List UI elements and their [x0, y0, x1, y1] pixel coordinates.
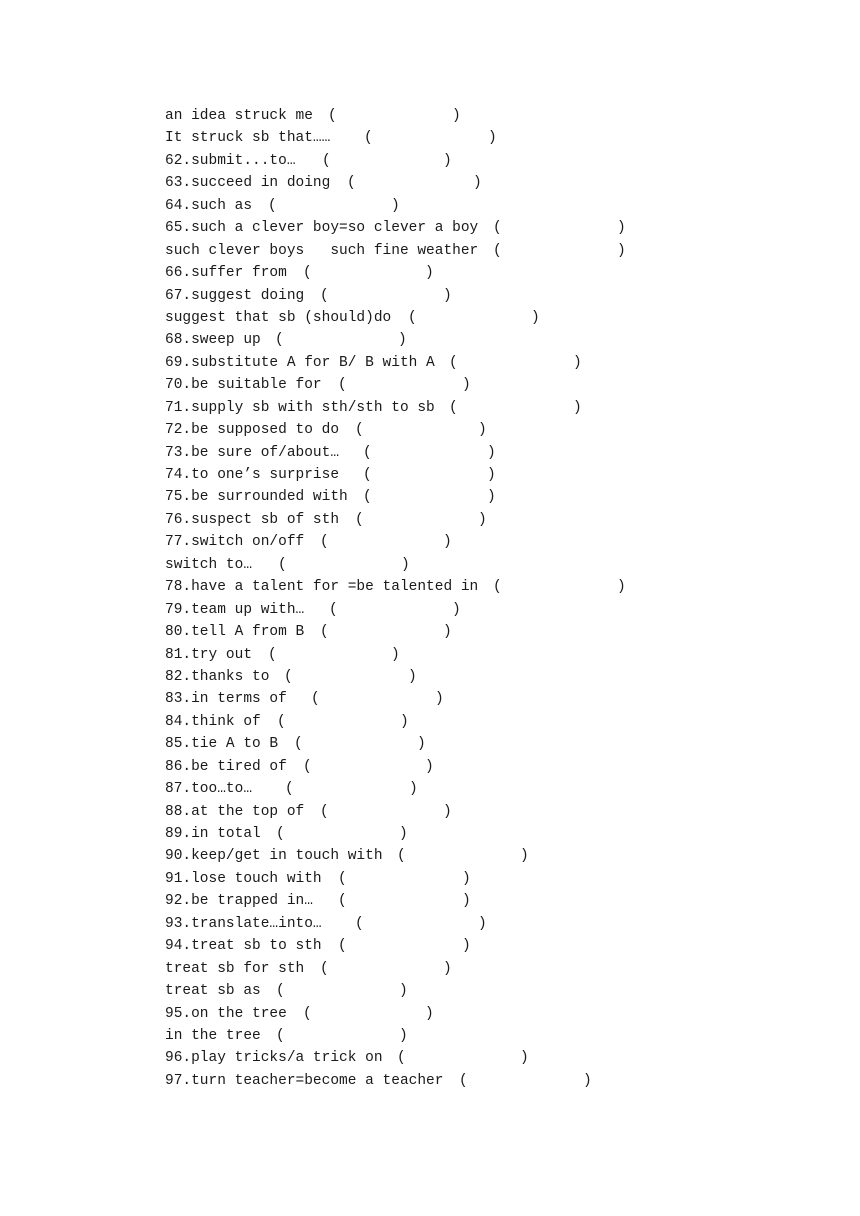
- entry-phrase: such as: [191, 197, 253, 214]
- phrase-entry: [165, 733, 845, 755]
- entry-number: 74.: [165, 467, 192, 483]
- entry-number: 96.: [165, 1050, 192, 1067]
- answer-blank-close-paren: ): [617, 242, 626, 259]
- answer-blank-close-paren: ): [462, 938, 471, 955]
- answer-blank-close-paren: ): [425, 758, 434, 775]
- answer-blank-close-paren: ): [462, 893, 471, 910]
- phrase-entry: [165, 307, 845, 329]
- entry-phrase: tell A from B: [191, 624, 305, 641]
- phrase-entry: [165, 554, 845, 576]
- answer-blank-open-paren: (: [363, 467, 372, 483]
- phrase-entry: [165, 868, 845, 890]
- entry-phrase: treat sb to sth: [191, 938, 322, 955]
- answer-blank-open-paren: (: [338, 870, 347, 887]
- entry-number: 65.: [165, 220, 192, 237]
- entry-number: 66.: [165, 265, 192, 282]
- entry-phrase: be sure of/about…: [191, 444, 340, 461]
- answer-blank-close-paren: ): [478, 511, 487, 528]
- entry-number: 87.: [165, 781, 192, 798]
- entry-number: 68.: [165, 332, 192, 349]
- answer-blank-close-paren: ): [425, 1005, 434, 1022]
- phrase-entry: [165, 1047, 845, 1069]
- entry-number: 77.: [165, 534, 192, 551]
- answer-blank-open-paren: (: [276, 1027, 285, 1044]
- answer-blank-close-paren: ): [462, 377, 471, 394]
- entry-number: 75.: [165, 489, 192, 506]
- entry-number: 67.: [165, 287, 192, 304]
- phrase-entry: [165, 464, 845, 486]
- answer-blank-open-paren: (: [268, 646, 277, 663]
- answer-blank-close-paren: ): [573, 399, 582, 416]
- phrase-entry: [165, 172, 845, 194]
- answer-blank-close-paren: ): [409, 781, 418, 798]
- entry-phrase: It struck sb that……: [165, 130, 331, 147]
- entry-number: 97.: [165, 1072, 192, 1089]
- entry-phrase: to one’s surprise: [191, 467, 340, 483]
- answer-blank-close-paren: ): [520, 848, 529, 865]
- entry-phrase: on the tree: [191, 1005, 287, 1022]
- answer-blank-open-paren: (: [294, 736, 303, 753]
- answer-blank-close-paren: ): [583, 1072, 592, 1089]
- phrase-entry: [165, 531, 845, 553]
- answer-blank-close-paren: ): [391, 646, 400, 663]
- entry-phrase: such clever boys such fine weather: [165, 242, 479, 259]
- entry-phrase: submit...to…: [191, 152, 296, 169]
- phrase-entry: [165, 1025, 845, 1047]
- answer-blank-open-paren: (: [303, 1005, 312, 1022]
- entry-phrase: keep/get in touch with: [191, 848, 383, 865]
- entry-phrase: be supposed to do: [191, 422, 340, 439]
- entry-number: 80.: [165, 624, 192, 641]
- answer-blank-open-paren: (: [338, 893, 347, 910]
- phrase-entry: [165, 262, 845, 284]
- entry-phrase: in the tree: [165, 1027, 261, 1044]
- answer-blank-close-paren: ): [487, 489, 496, 506]
- answer-blank-close-paren: ): [443, 287, 452, 304]
- entry-phrase: thanks to: [191, 668, 270, 685]
- answer-blank-close-paren: ): [443, 152, 452, 169]
- entry-number: 83.: [165, 691, 192, 708]
- entry-phrase: suffer from: [191, 265, 287, 282]
- answer-blank-open-paren: (: [449, 399, 458, 416]
- phrase-entry: [165, 442, 845, 464]
- entry-number: 76.: [165, 511, 192, 528]
- entry-phrase: succeed in doing: [191, 175, 331, 192]
- phrase-entry: [165, 374, 845, 396]
- answer-blank-open-paren: (: [364, 130, 373, 147]
- answer-blank-close-paren: ): [400, 713, 409, 730]
- entry-number: 89.: [165, 826, 192, 842]
- answer-blank-open-paren: (: [320, 534, 329, 551]
- answer-blank-close-paren: ): [462, 870, 471, 887]
- entry-phrase: supply sb with sth/sth to sb: [191, 399, 435, 416]
- entry-number: 71.: [165, 399, 192, 416]
- phrase-entry: [165, 240, 845, 262]
- answer-blank-open-paren: (: [355, 915, 364, 932]
- phrase-entry: [165, 509, 845, 531]
- entry-number: 94.: [165, 938, 192, 955]
- entry-phrase: have a talent for =be talented in: [191, 579, 479, 596]
- answer-blank-open-paren: (: [459, 1072, 468, 1089]
- answer-blank-open-paren: (: [275, 332, 284, 349]
- entry-phrase: such a clever boy=so clever a boy: [191, 220, 479, 237]
- answer-blank-open-paren: (: [329, 601, 338, 618]
- answer-blank-open-paren: (: [397, 1050, 406, 1067]
- answer-blank-open-paren: (: [449, 354, 458, 371]
- answer-blank-open-paren: (: [277, 713, 286, 730]
- answer-blank-close-paren: ): [452, 601, 461, 618]
- phrase-entry: [165, 644, 845, 666]
- answer-blank-open-paren: (: [311, 691, 320, 708]
- answer-blank-close-paren: ): [401, 556, 410, 573]
- entry-phrase: turn teacher=become a teacher: [191, 1072, 444, 1089]
- answer-blank-close-paren: ): [417, 736, 426, 753]
- phrase-entry: [165, 419, 845, 441]
- entry-phrase: switch to…: [165, 556, 253, 573]
- phrase-entry: [165, 711, 845, 733]
- entry-phrase: try out: [191, 646, 253, 663]
- answer-blank-close-paren: ): [408, 668, 417, 685]
- answer-blank-close-paren: ): [487, 467, 496, 483]
- entry-phrase: translate…into…: [191, 915, 322, 932]
- entry-number: 64.: [165, 197, 192, 214]
- answer-blank-open-paren: (: [355, 422, 364, 439]
- phrase-entry: [165, 217, 845, 239]
- phrase-entry: [165, 845, 845, 867]
- entry-phrase: tie A to B: [191, 736, 279, 753]
- entry-number: 92.: [165, 893, 192, 910]
- phrase-entry: [165, 801, 845, 823]
- entry-number: 91.: [165, 870, 192, 887]
- answer-blank-open-paren: (: [338, 377, 347, 394]
- entry-phrase: an idea struck me: [165, 108, 313, 124]
- answer-blank-open-paren: (: [320, 624, 329, 641]
- phrase-entry: [165, 127, 845, 149]
- entry-phrase: play tricks/a trick on: [191, 1050, 383, 1067]
- answer-blank-open-paren: (: [408, 309, 417, 326]
- answer-blank-close-paren: ): [443, 960, 452, 977]
- entry-phrase: think of: [191, 713, 261, 730]
- answer-blank-open-paren: (: [276, 983, 285, 1000]
- phrase-entry: [165, 486, 845, 508]
- answer-blank-close-paren: ): [488, 130, 497, 147]
- answer-blank-open-paren: (: [285, 781, 294, 798]
- entry-number: 93.: [165, 915, 192, 932]
- entry-number: 63.: [165, 175, 192, 192]
- answer-blank-open-paren: (: [278, 556, 287, 573]
- entry-phrase: at the top of: [191, 803, 305, 820]
- phrase-entry: [165, 397, 845, 419]
- answer-blank-open-paren: (: [363, 489, 372, 506]
- entry-number: 79.: [165, 601, 192, 618]
- answer-blank-open-paren: (: [303, 758, 312, 775]
- phrase-entry: [165, 913, 845, 935]
- phrase-entry: [165, 666, 845, 688]
- entry-phrase: suggest that sb (should)do: [165, 309, 392, 326]
- phrase-entry: [165, 1070, 845, 1092]
- answer-blank-open-paren: (: [355, 511, 364, 528]
- answer-blank-open-paren: (: [303, 265, 312, 282]
- phrase-entry: [165, 980, 845, 1002]
- phrase-entry: [165, 778, 845, 800]
- phrase-entry: [165, 935, 845, 957]
- phrase-entry: [165, 621, 845, 643]
- entry-phrase: substitute A for B/ B with A: [191, 354, 435, 371]
- answer-blank-open-paren: (: [276, 826, 285, 842]
- entry-phrase: be suitable for: [191, 377, 322, 394]
- answer-blank-close-paren: ): [573, 354, 582, 371]
- phrase-entry: [165, 329, 845, 351]
- entry-number: 62.: [165, 152, 192, 169]
- answer-blank-close-paren: ): [391, 197, 400, 214]
- answer-blank-close-paren: ): [435, 691, 444, 708]
- phrase-entry: [165, 1003, 845, 1025]
- entry-number: 73.: [165, 444, 192, 461]
- answer-blank-close-paren: ): [443, 624, 452, 641]
- answer-blank-close-paren: ): [478, 915, 487, 932]
- phrase-entry: [165, 105, 845, 127]
- answer-blank-close-paren: ): [425, 265, 434, 282]
- entry-number: 88.: [165, 803, 192, 820]
- answer-blank-open-paren: (: [322, 152, 331, 169]
- phrase-entry: [165, 599, 845, 621]
- answer-blank-close-paren: ): [531, 309, 540, 326]
- answer-blank-close-paren: ): [487, 444, 496, 461]
- answer-blank-open-paren: (: [328, 108, 337, 124]
- phrase-entry: [165, 756, 845, 778]
- entry-phrase: be trapped in…: [191, 893, 313, 910]
- answer-blank-open-paren: (: [493, 579, 502, 596]
- entry-number: 90.: [165, 848, 192, 865]
- entry-number: 82.: [165, 668, 192, 685]
- answer-blank-open-paren: (: [347, 175, 356, 192]
- answer-blank-close-paren: ): [473, 175, 482, 192]
- entry-number: 72.: [165, 422, 192, 439]
- answer-blank-open-paren: (: [397, 848, 406, 865]
- phrase-entry: [165, 285, 845, 307]
- entry-number: 85.: [165, 736, 192, 753]
- entry-phrase: sweep up: [191, 332, 261, 349]
- entry-number: 70.: [165, 377, 192, 394]
- entry-phrase: treat sb for sth: [165, 960, 305, 977]
- phrase-entry: [165, 688, 845, 710]
- answer-blank-open-paren: (: [320, 803, 329, 820]
- entry-number: 84.: [165, 713, 192, 730]
- answer-blank-open-paren: (: [320, 960, 329, 977]
- answer-blank-close-paren: ): [443, 534, 452, 551]
- answer-blank-open-paren: (: [268, 197, 277, 214]
- entry-number: 78.: [165, 579, 192, 596]
- answer-blank-close-paren: ): [617, 579, 626, 596]
- entry-phrase: be surrounded with: [191, 489, 348, 506]
- entry-phrase: team up with…: [191, 601, 305, 618]
- phrase-entry: [165, 195, 845, 217]
- answer-blank-close-paren: ): [399, 983, 408, 1000]
- entry-phrase: be tired of: [191, 758, 287, 775]
- answer-blank-close-paren: ): [520, 1050, 529, 1067]
- entry-phrase: treat sb as: [165, 983, 261, 1000]
- entry-phrase: in terms of: [191, 691, 287, 708]
- answer-blank-close-paren: ): [478, 422, 487, 439]
- entry-phrase: lose touch with: [191, 870, 322, 887]
- answer-blank-close-paren: ): [398, 332, 407, 349]
- entry-phrase: too…to…: [191, 781, 253, 798]
- phrase-entry: [165, 890, 845, 912]
- phrase-entry: [165, 576, 845, 598]
- answer-blank-open-paren: (: [320, 287, 329, 304]
- answer-blank-open-paren: (: [493, 220, 502, 237]
- answer-blank-close-paren: ): [443, 803, 452, 820]
- answer-blank-open-paren: (: [338, 938, 347, 955]
- entry-number: 81.: [165, 646, 192, 663]
- answer-blank-close-paren: ): [399, 826, 408, 842]
- entry-number: 95.: [165, 1005, 192, 1022]
- entry-number: 86.: [165, 758, 192, 775]
- answer-blank-close-paren: ): [617, 220, 626, 237]
- answer-blank-open-paren: (: [363, 444, 372, 461]
- phrase-list: [165, 105, 845, 1092]
- entry-phrase: switch on/off: [191, 534, 305, 551]
- phrase-entry: [165, 823, 845, 845]
- entry-number: 69.: [165, 354, 192, 371]
- phrase-entry: [165, 352, 845, 374]
- entry-phrase: suggest doing: [191, 287, 305, 304]
- entry-phrase: suspect sb of sth: [191, 511, 340, 528]
- phrase-entry: [165, 150, 845, 172]
- answer-blank-open-paren: (: [493, 242, 502, 259]
- answer-blank-close-paren: ): [399, 1027, 408, 1044]
- phrase-entry: [165, 958, 845, 980]
- entry-phrase: in total: [191, 826, 261, 842]
- answer-blank-close-paren: ): [452, 108, 461, 124]
- answer-blank-open-paren: (: [284, 668, 293, 685]
